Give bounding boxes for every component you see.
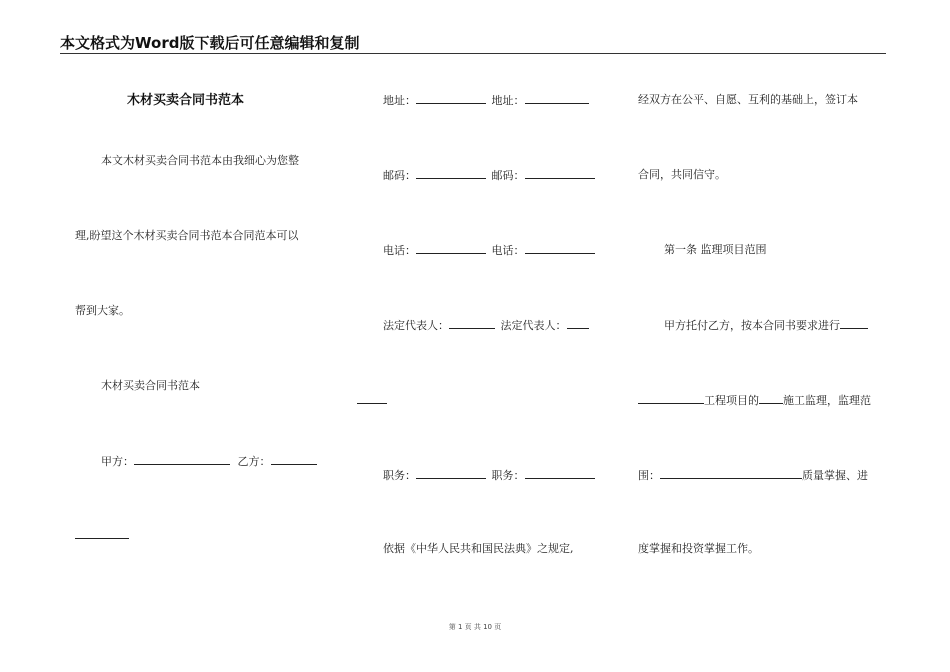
blank-field[interactable] (416, 93, 486, 104)
paragraph-line: 帮到大家。 (75, 304, 130, 317)
phone-label: 电话： (383, 244, 416, 257)
paragraph-line: 度掌握和投资掌握工作。 (638, 542, 759, 555)
section-heading: 木材买卖合同书范本 (101, 379, 200, 392)
page-number: 第 1 页 共 10 页 (448, 623, 502, 631)
address-label: 地址： (491, 94, 525, 107)
legal-rep-label: 法定代表人： (383, 319, 449, 332)
document-banner: 本文格式为Word版下载后可任意编辑和复制 (60, 34, 360, 52)
party-line (101, 454, 317, 469)
blank-field[interactable] (567, 318, 589, 329)
phone-line (383, 243, 595, 258)
blank-field[interactable] (525, 243, 595, 254)
blank-field[interactable] (416, 168, 486, 179)
blank-field[interactable] (134, 454, 230, 465)
article-heading: 第一条 监理项目范围 (664, 243, 767, 256)
postcode-label: 邮码： (383, 169, 416, 182)
blank-field[interactable] (525, 468, 595, 479)
paragraph-line: 本文木材买卖合同书范本由我细心为您整 (101, 154, 299, 167)
blank-field[interactable] (416, 468, 486, 479)
blank-field[interactable] (638, 393, 704, 404)
continuation-line (75, 528, 129, 543)
postcode-label: 邮码： (491, 169, 525, 182)
party-a-label: 甲方： (101, 455, 134, 468)
position-line (383, 468, 595, 483)
paragraph-line (638, 468, 868, 483)
blank-field[interactable] (660, 468, 802, 479)
document-title: 木材买卖合同书范本 (127, 93, 245, 108)
project-text: 工程项目的 (704, 394, 759, 407)
party-b-label: 乙方： (237, 455, 271, 468)
paragraph-line: 依据《中华人民共和国民法典》之规定, (383, 542, 574, 555)
blank-field[interactable] (449, 318, 495, 329)
address-label: 地址： (383, 94, 416, 107)
blank-field[interactable] (75, 528, 129, 539)
paragraph-line: 合同，共同信守。 (638, 168, 726, 181)
legal-rep-label: 法定代表人： (500, 319, 567, 332)
blank-field[interactable] (271, 454, 317, 465)
paragraph-line (638, 393, 871, 408)
blank-field[interactable] (759, 393, 783, 404)
blank-field[interactable] (525, 168, 595, 179)
paragraph-line: 经双方在公平、自愿、互利的基础上，签订本 (638, 93, 858, 106)
paragraph-line (664, 318, 868, 333)
position-label: 职务： (491, 469, 525, 482)
control-text: 质量掌握、进 (802, 469, 868, 482)
legal-rep-line (383, 318, 589, 333)
supervision-text: 施工监理，监理范 (783, 394, 871, 407)
postcode-line (383, 168, 595, 183)
scope-label: 围： (638, 469, 660, 482)
phone-label: 电话： (491, 244, 525, 257)
blank-field[interactable] (525, 93, 589, 104)
blank-field[interactable] (840, 318, 868, 329)
address-line (383, 93, 589, 108)
continuation-line (357, 393, 387, 408)
scope-text: 甲方托付乙方，按本合同书要求进行 (664, 319, 840, 332)
position-label: 职务： (383, 469, 416, 482)
banner-rule (60, 53, 886, 54)
blank-field[interactable] (416, 243, 486, 254)
blank-field[interactable] (357, 393, 387, 404)
paragraph-line: 理,盼望这个木材买卖合同书范本合同范本可以 (75, 229, 299, 242)
